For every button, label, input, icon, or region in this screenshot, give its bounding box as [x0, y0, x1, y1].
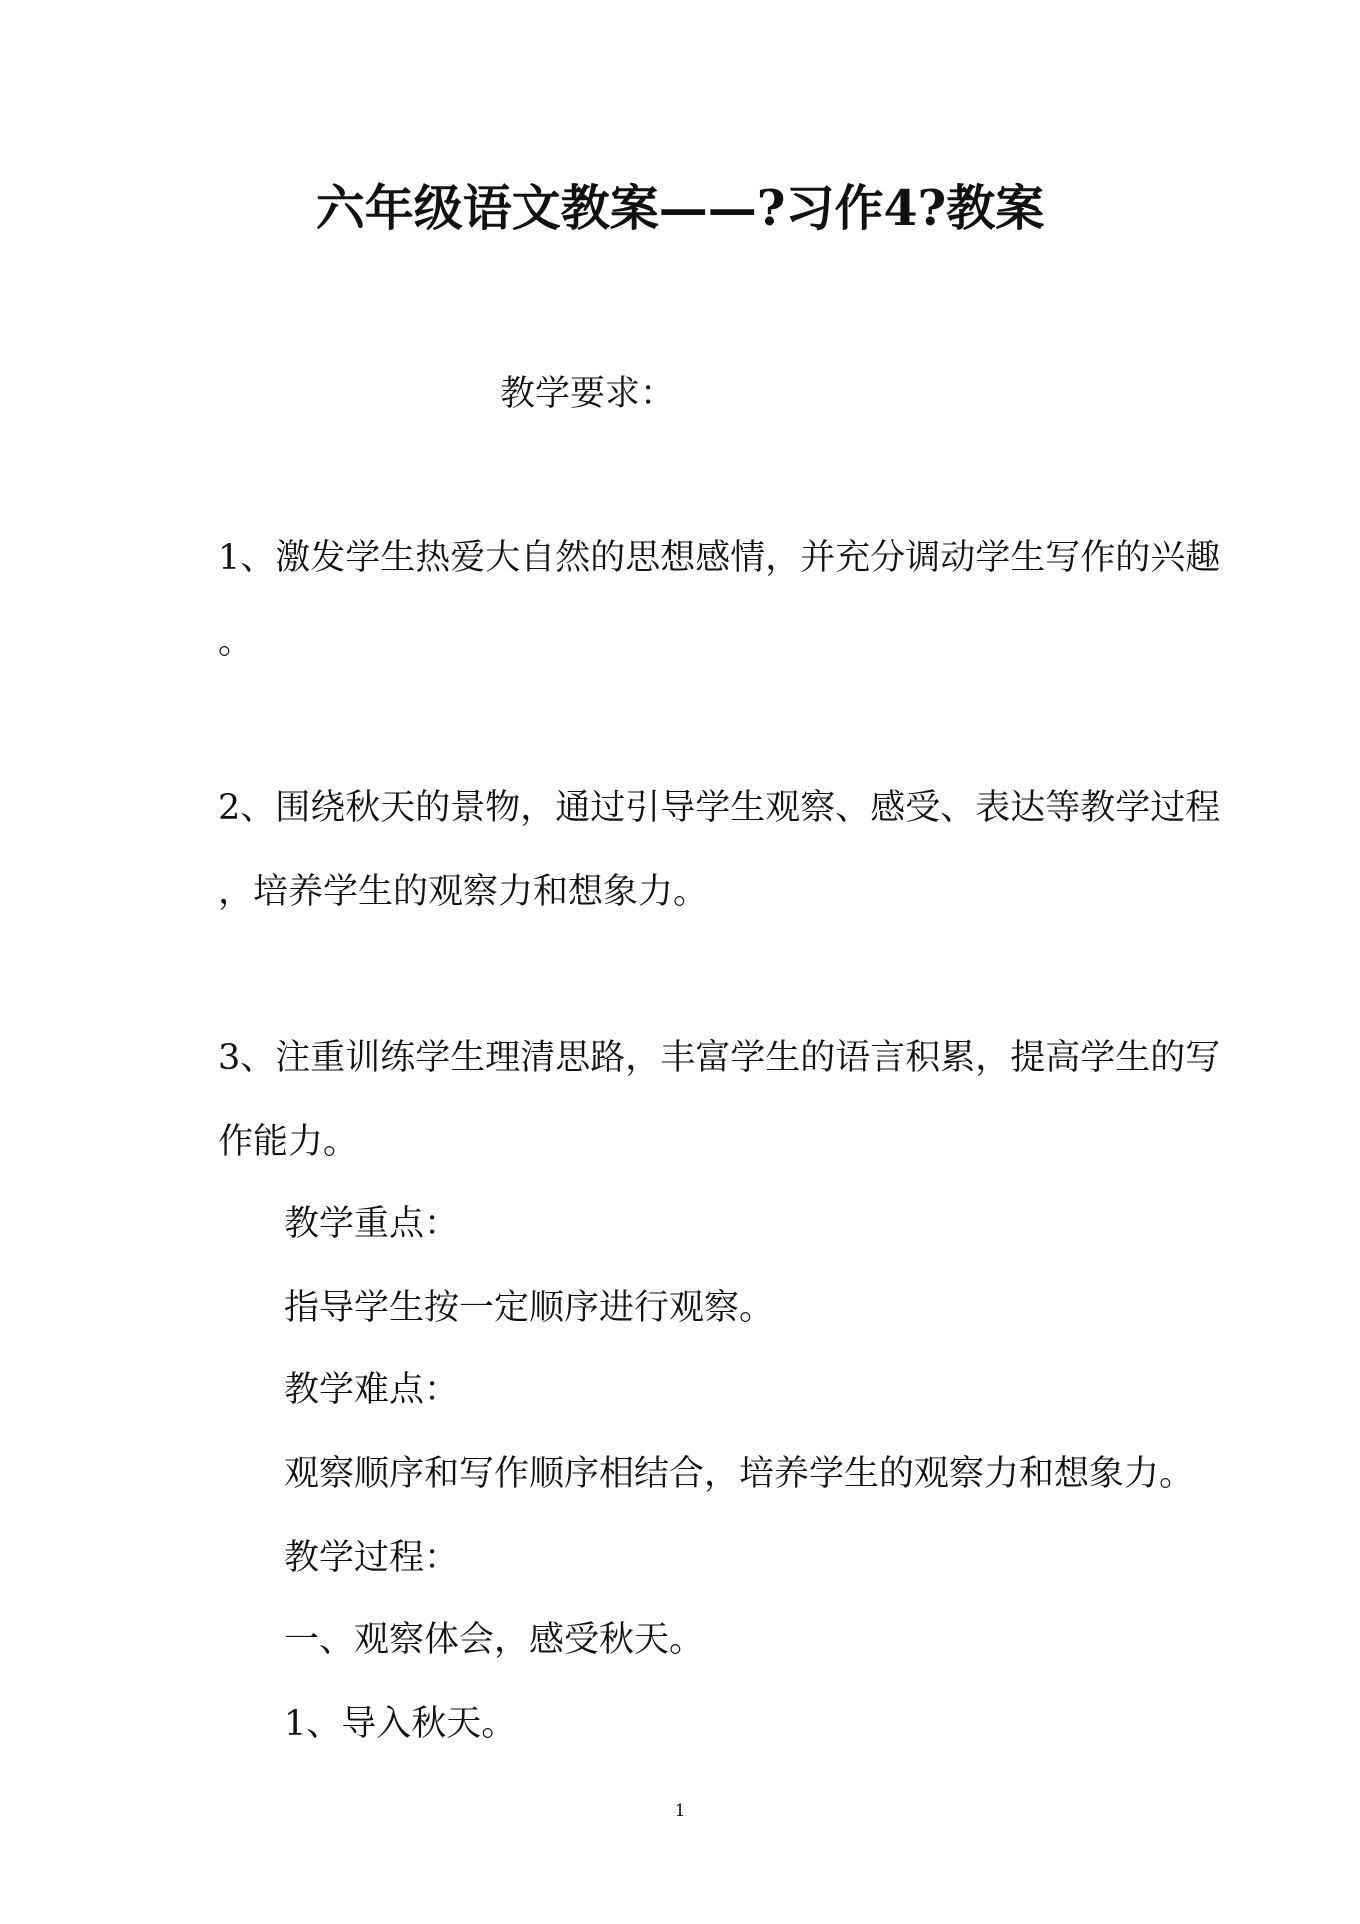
process-section-1: 一、观察体会，感受秋天。	[284, 1620, 705, 1660]
process-step-1: 1、导入秋天。	[284, 1704, 517, 1744]
requirement-3-line-1: 3、注重训练学生理清思路，丰富学生的语言积累，提高学生的写	[218, 1038, 1221, 1078]
requirement-1-line-1: 1、激发学生热爱大自然的思想感情，并充分调动学生写作的兴趣	[218, 538, 1221, 578]
requirement-2-line-2: ，培养学生的观察力和想象力。	[218, 872, 709, 912]
requirement-1-line-2: 。	[218, 622, 254, 662]
heading-teaching-requirements: 教学要求：	[500, 374, 676, 414]
page-number: 1	[674, 1801, 686, 1821]
teaching-focus-text: 指导学生按一定顺序进行观察。	[284, 1288, 775, 1328]
requirement-3-line-2: 作能力。	[218, 1122, 359, 1162]
heading-teaching-difficulty: 教学难点：	[284, 1370, 460, 1410]
heading-teaching-process: 教学过程：	[284, 1538, 460, 1578]
heading-teaching-focus: 教学重点：	[284, 1204, 460, 1244]
requirement-2-line-1: 2、围绕秋天的景物，通过引导学生观察、感受、表达等教学过程	[218, 788, 1221, 828]
document-title: 六年级语文教案——?习作4?教案	[315, 179, 1045, 237]
teaching-difficulty-text: 观察顺序和写作顺序相结合，培养学生的观察力和想象力。	[284, 1454, 1195, 1494]
